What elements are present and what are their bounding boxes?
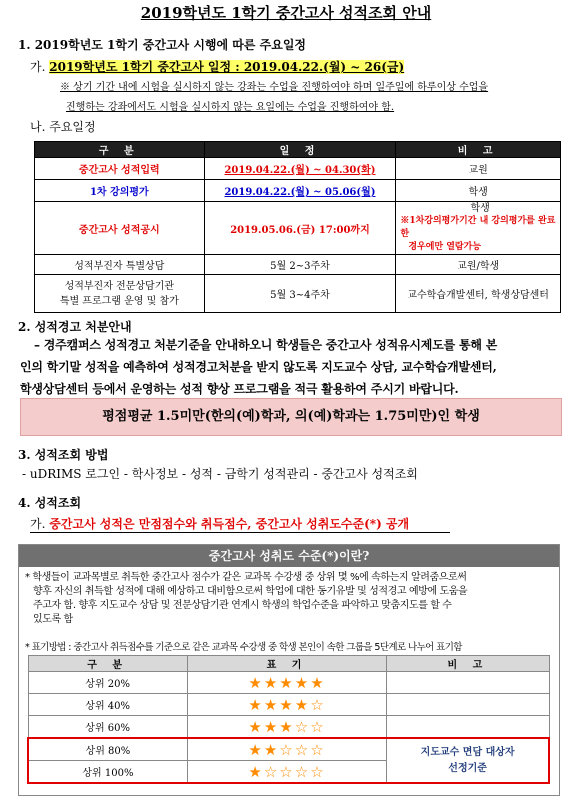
star-rating: ★☆☆☆☆ <box>187 761 386 784</box>
achievement-table <box>27 655 550 784</box>
section2-paragraph: – 경주캠퍼스 성적경고 처분기준을 안내하오니 학생들은 중간고사 성적유시제도를 통해 본 인의 학기말 성적을 예측하여 성적경고처분을 받지 않도록 지도교수 상담, 교수학습개발센터, 학생상담센터 등에서 운영하는 성적 향상 프로그램을 적극 활용하여 주시기 바랍니다. <box>20 338 498 396</box>
col-header: 일 정 <box>204 142 396 158</box>
table-cell: 2019.04.22.(월) ~ 05.06(월) <box>204 180 396 202</box>
star-rating: ★★★★★ <box>187 672 386 694</box>
section4-heading: 4. 성적조회 <box>18 496 82 510</box>
table-row <box>28 716 549 739</box>
table-row <box>28 694 549 716</box>
notation-method: * 표기방법 : 중간고사 취득점수를 기준으로 같은 교과목 수강생 중 학생 본인이 속한 그룹을 5단계로 나누어 표기함 <box>25 642 462 653</box>
section1-note: ※ 상기 기간 내에 시험을 실시하지 않는 강좌는 수업을 진행하여야 하며 일주일에 하루이상 수업을 진행하는 강좌에서도 시험을 실시하지 않는 요일에는 수업을 진행하여야 함. <box>60 82 489 113</box>
table-cell: 중간고사 성적공시 <box>35 202 205 255</box>
remark-cell: 지도교수 면담 대상자 선정기준 <box>387 738 549 783</box>
table-cell: 5월 3~4주차 <box>204 275 396 313</box>
col-header: 구 분 <box>35 142 205 158</box>
table-header-row <box>35 142 561 158</box>
table-cell: 학생 <box>396 180 561 202</box>
page-title: 2019학년도 1학기 중간고사 성적조회 안내 <box>140 4 432 22</box>
section4-item-ga: 가. 중간고사 성적은 만점점수와 취득점수, 중간고사 성취도수준(*) 공개 <box>30 515 450 533</box>
remark-cell <box>387 694 549 716</box>
star-rating: ★★☆☆☆ <box>187 738 386 761</box>
table-row <box>35 180 561 202</box>
section1-heading: 1. 2019학년도 1학기 중간고사 시행에 따른 주요일정 <box>18 38 306 52</box>
table-cell: 1차 강의평가 <box>35 180 205 202</box>
rank-cell: 상위 80% <box>28 738 187 761</box>
rank-cell: 상위 20% <box>28 672 187 694</box>
section1-item-na: 나. 주요일정 <box>30 120 96 134</box>
rank-cell: 상위 60% <box>28 716 187 739</box>
col-header: 표 기 <box>187 656 386 672</box>
table-row <box>35 158 561 180</box>
table-cell: 성적부진자 전문상담기관 특별 프로그램 운영 및 참가 <box>35 275 205 313</box>
table-row <box>35 255 561 275</box>
table-cell: 2019.04.22.(월) ~ 04.30(화) <box>204 158 396 180</box>
table-cell: 성적부진자 특별상담 <box>35 255 205 275</box>
achievement-box <box>18 544 560 796</box>
table-cell: 교원/학생 <box>396 255 561 275</box>
table-row <box>35 202 561 255</box>
rank-cell: 상위 100% <box>28 761 187 784</box>
table-header-row <box>28 656 549 672</box>
col-header: 비 고 <box>387 656 549 672</box>
section3-heading: 3. 성적조회 방법 <box>18 448 109 462</box>
rank-cell: 상위 40% <box>28 694 187 716</box>
remark-cell <box>387 716 549 739</box>
star-rating: ★★★☆☆ <box>187 716 386 739</box>
table-cell: 2019.05.06.(금) 17:00까지 <box>204 202 396 255</box>
table-cell: 중간고사 성적입력 <box>35 158 205 180</box>
col-header: 구 분 <box>28 656 187 672</box>
table-cell: 5월 2~3주차 <box>204 255 396 275</box>
section1-item-ga: 가. 2019학년도 1학기 중간고사 일정 : 2019.04.22.(월) ~ 26(금) <box>30 60 405 74</box>
table-cell: 교원 <box>396 158 561 180</box>
section3-path: - uDRIMS 로그인 - 학사정보 - 성적 - 금학기 성적관리 - 중간고사 성적조회 <box>22 467 418 481</box>
section2-heading: 2. 성적경고 처분안내 <box>18 320 132 334</box>
remark-cell <box>387 672 549 694</box>
warning-criteria-box: 평점평균 1.5미만(한의(예)학과, 의(예)학과는 1.75미만)인 학생 <box>20 398 562 436</box>
table-row <box>35 275 561 313</box>
star-rating: ★★★★☆ <box>187 694 386 716</box>
achievement-description: * 학생들이 교과목별로 취득한 중간고사 점수가 같은 교과목 수강생 중 상위 몇 %에 속하는지 알려줌으로써 향후 자신의 취득할 성적에 대해 예상하고 대비함으로써 학업에 대한 동기유발 및 성적경고 예방에 도움을 주고자 함. 향후 지도교수 상담 및 전문상담기관 연계시 학생의 학업수준을 파악하고 맞춤지도를 할 수 있도록 함 <box>25 572 468 625</box>
table-row <box>28 672 549 694</box>
table-cell: 학생 ※1차강의평가기간 내 강의평가를 완료한 경우에만 열람가능 <box>396 202 561 255</box>
schedule-table <box>34 141 561 313</box>
table-row <box>28 738 549 761</box>
col-header: 비 고 <box>396 142 561 158</box>
achievement-box-title: 중간고사 성취도 수준(*)이란? <box>19 545 559 567</box>
table-cell: 교수학습개발센터, 학생상담센터 <box>396 275 561 313</box>
